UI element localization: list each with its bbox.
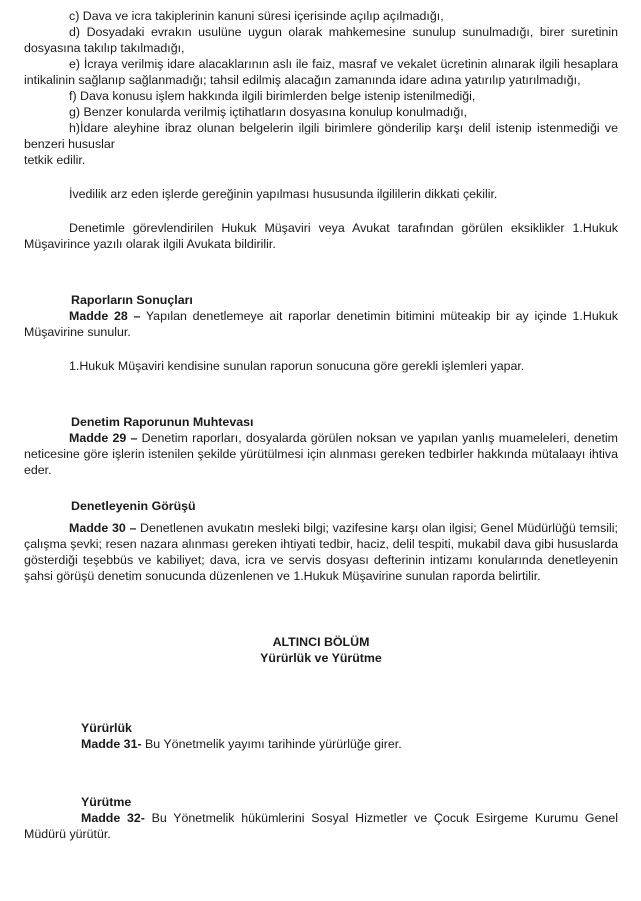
- article-31: [81, 736, 618, 752]
- list-item-e: e) İcraya verilmiş idare alacaklarının aslı ile faiz, masraf ve vekalet ücretinin alınarak ilgili hesaplara intikalinin sağlanıp sağlanmadığı; tahsil edilmiş alacağın zamanında idare adına yatırılıp yatırılmadığı,: [24, 57, 618, 87]
- section-heading: Denetleyenin Görüşü: [71, 499, 196, 513]
- section-heading: Yürütme: [81, 795, 132, 809]
- chapter-header: [24, 634, 618, 666]
- article-text: Bu Yönetmelik yayımı tarihinde yürürlüğe girer.: [141, 737, 402, 751]
- article-text: Denetim raporları, dosyalarda görülen noksan ve yapılan yanlış muameleleri, denetim neticesine göre işlerin istenilen şekilde yürütülmesi için alınması gereken tedbirler hakkında mütalaayı ihtiva eder.: [24, 431, 618, 477]
- article-text: Bu Yönetmelik hükümlerini Sosyal Hizmetler ve Çocuk Esirgeme Kurumu Genel Müdürü yürütür.: [24, 811, 618, 841]
- article-number: Madde 31-: [81, 737, 142, 751]
- section-yururluk: [24, 720, 618, 752]
- article-text: Yapılan denetlemeye ait raporlar denetimin bitimini müteakip bir ay içinde 1.Hukuk Müşavirine sunulur.: [24, 309, 618, 339]
- article-28-extra: 1.Hukuk Müşaviri kendisine sunulan raporun sonucuna göre gerekli işlemleri yapar.: [69, 359, 525, 373]
- section-gorus: [24, 498, 618, 584]
- list-item-h: h)İdare aleyhine ibraz olunan belgelerin ilgili birimlere gönderilip karşı delil istenip istenmediği ve benzeri hususlar: [24, 121, 618, 151]
- section-heading: Yürürlük: [81, 721, 132, 735]
- paragraph-ivedilik: İvedilik arz eden işlerde gereğinin yapılması hususunda ilgililerin dikkati çekilir.: [69, 187, 498, 201]
- list-item-f: f) Dava konusu işlem hakkında ilgili birimlerden belge istenip istenilmediği,: [69, 89, 476, 103]
- article-28: [24, 308, 618, 340]
- paragraph-denetimle: Denetimle görevlendirilen Hukuk Müşaviri veya Avukat tarafından görülen eksiklikler 1.Hukuk Müşavirince yazılı olarak ilgili Avukata bildirilir.: [24, 221, 618, 251]
- article-number: Madde 29 –: [69, 431, 138, 445]
- article-number: Madde 28 –: [69, 309, 141, 323]
- section-heading: Raporların Sonuçları: [71, 293, 193, 307]
- article-29: [24, 430, 618, 478]
- section-yurutme: [24, 794, 618, 842]
- chapter-subtitle: Yürürlük ve Yürütme: [260, 651, 382, 665]
- document-page: [24, 8, 618, 842]
- article-text: Denetlenen avukatın mesleki bilgi; vazifesine karşı olan ilgisi; Genel Müdürlüğü temsili; çalışma şevki; resen nazara alınması gereken ihtiyati tedbir, haciz, delil tespiti, mukabil dava gibi hususlarda gösterdiği teşebbüs ve kabiliyet; dava, icra ve servis dosyası defterinin intizamı konularında denetleyenin şahsi görüşü denetim sonucunda düzenlenen ve 1.Hukuk Müşavirine sunulan raporda belirtilir.: [24, 521, 618, 583]
- article-number: Madde 32-: [81, 811, 145, 825]
- list-item-c: c) Dava ve icra takiplerinin kanuni süresi içerisinde açılıp açılmadığı,: [69, 9, 444, 23]
- chapter-title: ALTINCI BÖLÜM: [272, 635, 370, 649]
- article-number: Madde 30 –: [69, 521, 137, 535]
- section-muhteva: [24, 414, 618, 478]
- section-heading: Denetim Raporunun Muhtevası: [71, 415, 254, 429]
- tetkik-text: tetkik edilir.: [24, 153, 86, 167]
- section-raporlar: [24, 292, 618, 374]
- article-30: [24, 520, 618, 584]
- article-32: [24, 810, 618, 842]
- list-item-g: g) Benzer konularda verilmiş içtihatların dosyasına konulup konulmadığı,: [69, 105, 468, 119]
- list-item-d: d) Dosyadaki evrakın usulüne uygun olarak mahkemesine sunulup sunulmadığı, birer suretinin dosyasına takılıp takılmadığı,: [24, 25, 618, 55]
